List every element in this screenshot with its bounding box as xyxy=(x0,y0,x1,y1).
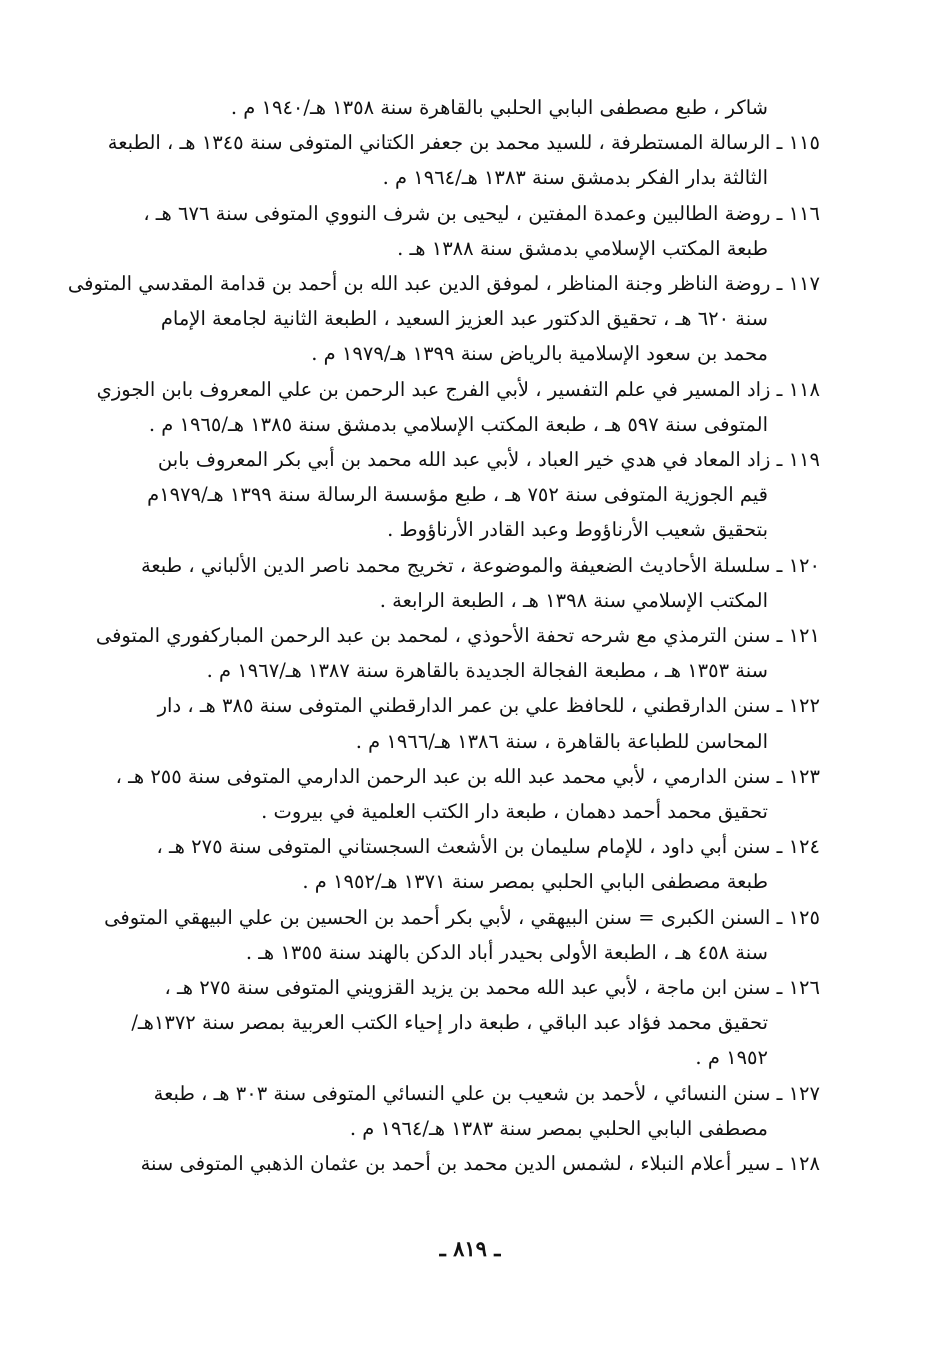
text-line: تحقيق محمد أحمد دهمان ، طبعة دار الكتب العلمية في بيروت . xyxy=(261,800,768,824)
text-line: قيم الجوزية المتوفى سنة ٧٥٢ هـ ، طبع مؤسسة الرسالة سنة ١٣٩٩ هـ/١٩٧٩م xyxy=(147,483,768,507)
entry-128-line: ١٢٨ ـ سير أعلام النبلاء ، لشمس الدين محمد بن أحمد بن عثمان الذهبي المتوفى سنة xyxy=(140,1152,820,1176)
text-line: محمد بن سعود الإسلامية بالرياض سنة ١٣٩٩ هـ/١٩٧٩ م . xyxy=(311,342,768,366)
text-line: سنة ٦٢٠ هـ ، تحقيق الدكتور عبد العزيز السعيد ، الطبعة الثانية لجامعة الإمام xyxy=(160,307,768,331)
text-line: ١٩٥٢ م . xyxy=(695,1046,768,1070)
text-line: الثالثة بدار الفكر بدمشق سنة ١٣٨٣ هـ/١٩٦٤ م . xyxy=(382,166,768,190)
entry-124-line: ١٢٤ ـ سنن أبي داود ، للإمام سليمان بن الأشعث السجستاني المتوفى سنة ٢٧٥ هـ ، xyxy=(156,835,820,859)
text-line: سنة ١٣٥٣ هـ ، مطبعة الفجالة الجديدة بالقاهرة سنة ١٣٨٧ هـ/١٩٦٧ م . xyxy=(206,659,768,683)
text-line: مصطفى البابي الحلبي بمصر سنة ١٣٨٣ هـ/١٩٦٤ م . xyxy=(349,1116,768,1140)
text-line: بتحقيق شعيب الأرناؤوط وعبد القادر الأرناؤوط . xyxy=(387,518,768,542)
entry-123-line: ١٢٣ ـ سنن الدارمي ، لأبي محمد عبد الله بن عبد الرحمن الدارمي المتوفى سنة ٢٥٥ هـ ، xyxy=(115,764,820,788)
entry-126-line: ١٢٦ ـ سنن ابن ماجة ، لأبي عبد الله محمد بن يزيد القزويني المتوفى سنة ٢٧٥ هـ ، xyxy=(164,976,820,1000)
text-line: طبعة المكتب الإسلامي بدمشق سنة ١٣٨٨ هـ . xyxy=(397,236,768,260)
text-line: طبعة مصطفى البابي الحلبي بمصر سنة ١٣٧١ هـ/١٩٥٢ م . xyxy=(302,870,768,894)
entry-118-line: ١١٨ ـ زاد المسير في علم التفسير ، لأبي الفرج عبد الرحمن بن علي المعروف بابن الجوزي xyxy=(96,377,820,401)
entry-120-line: ١٢٠ ـ سلسلة الأحاديث الضعيفة والموضوعة ، تخريج محمد ناصر الدين الألباني ، طبعة xyxy=(140,553,820,577)
text-line: المتوفى سنة ٥٩٧ هـ ، طبعة المكتب الإسلامي بدمشق سنة ١٣٨٥ هـ/١٩٦٥ م . xyxy=(148,412,768,436)
text-line: المحاسن للطباعة بالقاهرة ، سنة ١٣٨٦ هـ/١٩٦٦ م . xyxy=(355,729,768,753)
bibliography-list xyxy=(67,90,820,1181)
text-line: سنة ٤٥٨ هـ ، الطبعة الأولى بحيدر أباد الدكن بالهند سنة ١٣٥٥ هـ . xyxy=(245,940,768,964)
entry-125-line: ١٢٥ ـ السنن الكبرى = سنن البيهقي ، لأبي بكر أحمد بن الحسين بن علي البيهقي المتوفى xyxy=(104,905,820,929)
text-line: شاكر ، طبع مصطفى البابي الحلبي بالقاهرة سنة ١٣٥٨ هـ/١٩٤٠ م . xyxy=(230,96,768,119)
entry-127-line: ١٢٧ ـ سنن النسائي ، لأحمد بن شعيب بن علي النسائي المتوفى سنة ٣٠٣ هـ ، طبعة xyxy=(153,1081,820,1105)
page-number: ـ ٨١٩ ـ xyxy=(439,1236,501,1261)
entry-117-line: ١١٧ ـ روضة الناظر وجنة المناظر ، لموفق الدين عبد الله بن أحمد بن قدامة المقدسي المتوفى xyxy=(67,272,820,296)
text-line: المكتب الإسلامي سنة ١٣٩٨ هـ ، الطبعة الرابعة . xyxy=(379,588,768,612)
text-line: تحقيق محمد فؤاد عبد الباقي ، طبعة دار إحياء الكتب العربية بمصر سنة ١٣٧٢هـ/ xyxy=(131,1011,768,1035)
entry-122-line: ١٢٢ ـ سنن الدارقطني ، للحافظ علي بن عمر الدارقطني المتوفى سنة ٣٨٥ هـ ، دار xyxy=(157,694,820,718)
entry-119-line: ١١٩ ـ زاد المعاد في هدي خير العباد ، لأبي عبد الله محمد بن أبي بكر المعروف بابن xyxy=(157,448,820,472)
entry-115-line: ١١٥ ـ الرسالة المستطرفة ، للسيد محمد بن جعفر الكتاني المتوفى سنة ١٣٤٥ هـ ، الطبعة xyxy=(107,131,820,155)
entry-121-line: ١٢١ ـ سنن الترمذي مع شرحه تحفة الأحوذي ، لمحمد بن عبد الرحمن المباركفوري المتوفى xyxy=(95,624,820,648)
entry-116-line: ١١٦ ـ روضة الطالبين وعمدة المفتين ، ليحيى بن شرف النووي المتوفى سنة ٦٧٦ هـ ، xyxy=(143,201,820,225)
